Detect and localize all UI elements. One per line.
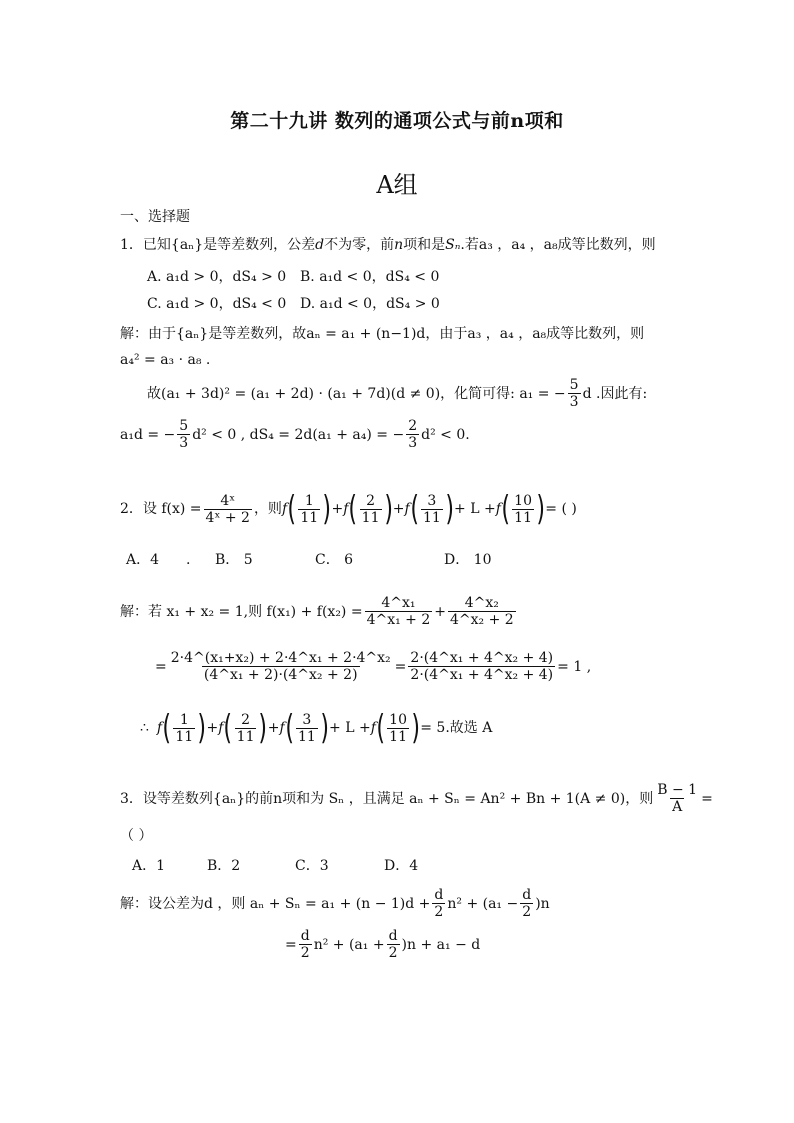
q2-stem-b: ，则 [253,501,282,517]
q1-sol4-a: a₁d = − [120,426,176,443]
q2-sol3-end: = 5.故选 A [420,720,493,736]
q1-stem-c: 不为零，前 [324,237,395,253]
q3-frac-d2b-num: d [522,887,532,903]
q2-s-rp2: ) [258,708,268,748]
q2-f-fraction [204,494,252,525]
q3-frac-num: B − 1 [657,782,698,798]
q1-fraction-5-3 [568,378,581,409]
q3-fraction [655,783,699,814]
q1-sol3-text: 故(a₁ + 3d)² = (a₁ + 2d) · (a₁ + 7d)(d ≠ 0)，化简可得: a₁ = − [147,385,566,402]
q3-stem [120,783,713,814]
q2-s-num2: 2 [241,711,251,728]
q2-ellipsis: + L + [454,501,496,517]
q2-s-den1: 11 [175,728,194,745]
q1-frac3-num: 2 [408,418,418,434]
q2-f1: f [281,501,288,517]
q3-frac-den: A [672,799,683,815]
q2-s-lp4: ( [376,708,385,748]
q1-solution-line2: a₄² = a₃ · a₈ . [120,352,211,368]
q3-sol2-a: = [285,936,297,953]
q2-sol2-eq2: = [394,658,407,675]
q2-s-frac-3-11 [296,713,318,744]
q2-s-ellipsis: + L + [329,720,371,736]
q2-s-rp4: ) [411,708,420,748]
q2-s-frac-1-11 [173,713,195,744]
q3-blank: （ ） [120,828,153,844]
q2-option-d: D． 10 [444,552,492,568]
q2-s-lp3: ( [284,708,294,748]
q2-stem-c: = ( ) [545,501,577,517]
q3-eq: = [701,790,713,807]
q2-rparen2: ) [383,489,393,529]
q2-den10: 11 [514,509,532,526]
q3-frac-d2d-den: 2 [388,945,398,961]
q2-s-f1: f [156,720,163,736]
q1-fraction-5-3b [177,419,190,450]
q2-f3: f [404,501,410,517]
q2-sol-frac2 [448,596,516,627]
q3-sol1-a: 解：设公差为d ，则 aₙ + Sₙ = a₁ + (n − 1)d + [120,895,431,912]
q3-frac-d2d-num: d [388,928,398,944]
q2-s-rp1: ) [197,708,207,748]
q1-solution-line4 [120,419,470,450]
q2-frac-2-11 [360,494,382,525]
q1-fraction-2-3 [406,419,419,450]
q3-sol2-c: )n + a₁ − d [401,936,481,953]
q1-n: n [394,237,404,253]
q3-option-d: D．4 [384,858,419,874]
q2-s-plus2: + [267,720,280,736]
q3-frac-d2c-num: d [300,928,310,944]
q2-den2: 11 [361,509,380,526]
q1-stem-e: .若a₃ ，a₄ ，a₈成等比数列，则 [460,237,656,253]
q2-s-f3: f [279,720,285,736]
q1-stem-a: 1．已知 [120,237,171,253]
q1-frac2-num: 5 [179,418,189,434]
q2-s-f10: f [370,720,376,736]
q2-s-lp1: ( [162,708,172,748]
q2-solution-line1 [120,596,518,627]
q2-stem [120,489,577,529]
q3-frac-d2b-den: 2 [522,904,532,920]
q1-frac-num: 5 [569,377,579,393]
q2-sol-num3: 2·4^(x₁+x₂) + 2·4^x₁ + 2·4^x₂ [170,650,391,666]
q2-s-num10: 10 [389,711,407,728]
q2-s-frac-10-11 [387,713,409,744]
q2-therefore: ∴ [140,720,149,736]
q2-sol-num1: 4^x₁ [381,595,416,611]
q2-num3: 3 [427,492,437,509]
q2-s-num3: 3 [302,711,312,728]
page-title: 第二十九讲 数列的通项公式与前n项和 [230,110,564,132]
q2-frac-1-11 [298,494,320,525]
q2-f-den: 4ˣ + 2 [205,509,250,526]
q1-option-c: C. a₁d > 0，dS₄ < 0 [147,296,287,312]
q2-lparen4: ( [501,489,510,529]
q2-rparen3: ) [445,489,454,529]
q1-sol3-end: d .因此有: [582,385,648,402]
q2-s-plus1: + [206,720,219,736]
q3-frac-d2c [299,929,312,960]
q2-sol2-eq: = [155,658,167,675]
q2-f2: f [343,501,349,517]
q3-stem-a: 3．设等差数列{aₙ}的前n项和为 Sₙ ，且满足 aₙ + Sₙ = An² + Bn + 1(A ≠ 0)，则 [120,790,654,807]
q2-s-den10: 11 [389,728,407,745]
q2-f10: f [495,501,501,517]
q2-num2: 2 [366,492,376,509]
q3-solution-line1 [120,888,550,919]
q2-sol1-plus: + [434,603,446,620]
q1-stem [120,238,656,252]
q2-stem-a: 2．设 f(x) = [120,501,202,517]
q2-s-lp2: ( [223,708,233,748]
q2-s-num1: 1 [179,711,189,728]
q3-sol1-b: n² + (a₁ − [447,895,519,912]
q2-sol-frac3 [169,651,393,682]
q2-sol1-a: 解：若 x₁ + x₂ = 1,则 f(x₁) + f(x₂) = [120,603,363,620]
q3-frac-d2-num: d [434,887,444,903]
q1-stem-b: 是等差数列，公差 [203,237,316,253]
q2-num10: 10 [514,492,532,509]
q2-sol-num2: 4^x₂ [464,595,499,611]
q3-sol2-b: n² + (a₁ + [313,936,385,953]
q3-option-b: B．2 [207,858,241,874]
q1-frac3-den: 3 [408,435,418,451]
q1-solution-line3 [147,378,647,409]
q2-sol-den4: 2·(4^x₁ + 4^x₂ + 4) [410,667,554,683]
q3-frac-d2-den: 2 [434,904,444,920]
q2-rparen: ) [322,489,332,529]
q2-s-rp3: ) [320,708,329,748]
q2-lparen2: ( [348,489,358,529]
q2-f-num: 4ˣ [220,492,236,509]
q1-solution-line1: 解：由于{aₙ}是等差数列，故aₙ = a₁ + (n−1)d，由于a₃ ，a₄ ，a₈成等比数列，则 [120,326,645,342]
q2-solution-line2 [155,651,591,682]
q1-option-a: A. a₁d > 0，dS₄ > 0 [147,269,287,285]
q2-sol-frac1 [365,596,433,627]
q2-option-b: B． 5 [215,552,253,568]
section-heading: 一、选择题 [120,209,190,225]
q3-frac-d2 [432,888,445,919]
q2-den3: 11 [422,509,441,526]
q2-num1: 1 [304,492,314,509]
q1-sn: Sₙ [445,237,461,253]
q1-frac2-den: 3 [179,435,189,451]
q2-plus2: + [392,501,405,517]
q1-sol4-c: d² < 0. [421,426,470,443]
q2-sol2-end: = 1 , [557,658,592,675]
q3-frac-d2d [387,929,400,960]
q2-plus1: + [331,501,344,517]
q1-d: d [315,237,325,253]
q1-option-d: D. a₁d < 0，dS₄ > 0 [300,296,440,312]
q2-sol-frac4 [408,651,555,682]
q2-den1: 11 [300,509,319,526]
q2-option-a: A．4 [126,552,160,568]
q2-option-c: C． 6 [315,552,354,568]
q2-sol-den3: (4^x₁ + 2)·(4^x₂ + 2) [203,667,358,683]
q2-lparen: ( [287,489,297,529]
q1-option-b: B. a₁d < 0，dS₄ < 0 [300,269,440,285]
q2-rparen4: ) [536,489,545,529]
q1-frac-den: 3 [569,394,579,410]
group-heading: A组 [376,171,418,199]
q2-sol-num4: 2·(4^x₁ + 4^x₂ + 4) [410,650,554,666]
q2-s-f2: f [218,720,224,736]
q1-stem-d: 项和是 [403,237,446,253]
q1-sol4-b: d² < 0 , dS₄ = 2d(a₁ + a₄) = − [192,426,405,443]
q2-frac-10-11 [512,494,534,525]
q2-sol-den1: 4^x₁ + 2 [366,612,431,628]
q3-frac-d2c-den: 2 [300,945,310,961]
q2-dot: . [186,552,191,568]
q2-lparen3: ( [410,489,419,529]
q3-option-a: A．1 [132,858,166,874]
q2-s-den3: 11 [297,728,316,745]
q3-solution-line2 [285,929,480,960]
q2-solution-line3 [140,708,493,748]
q3-sol1-c: )n [535,895,550,912]
q2-sol-den2: 4^x₂ + 2 [450,612,514,628]
q2-s-frac-2-11 [235,713,257,744]
q3-option-c: C．3 [295,858,329,874]
q2-frac-3-11 [421,494,443,525]
q1-seq: {aₙ} [170,237,204,253]
q3-frac-d2b [520,888,533,919]
q2-s-den2: 11 [236,728,255,745]
